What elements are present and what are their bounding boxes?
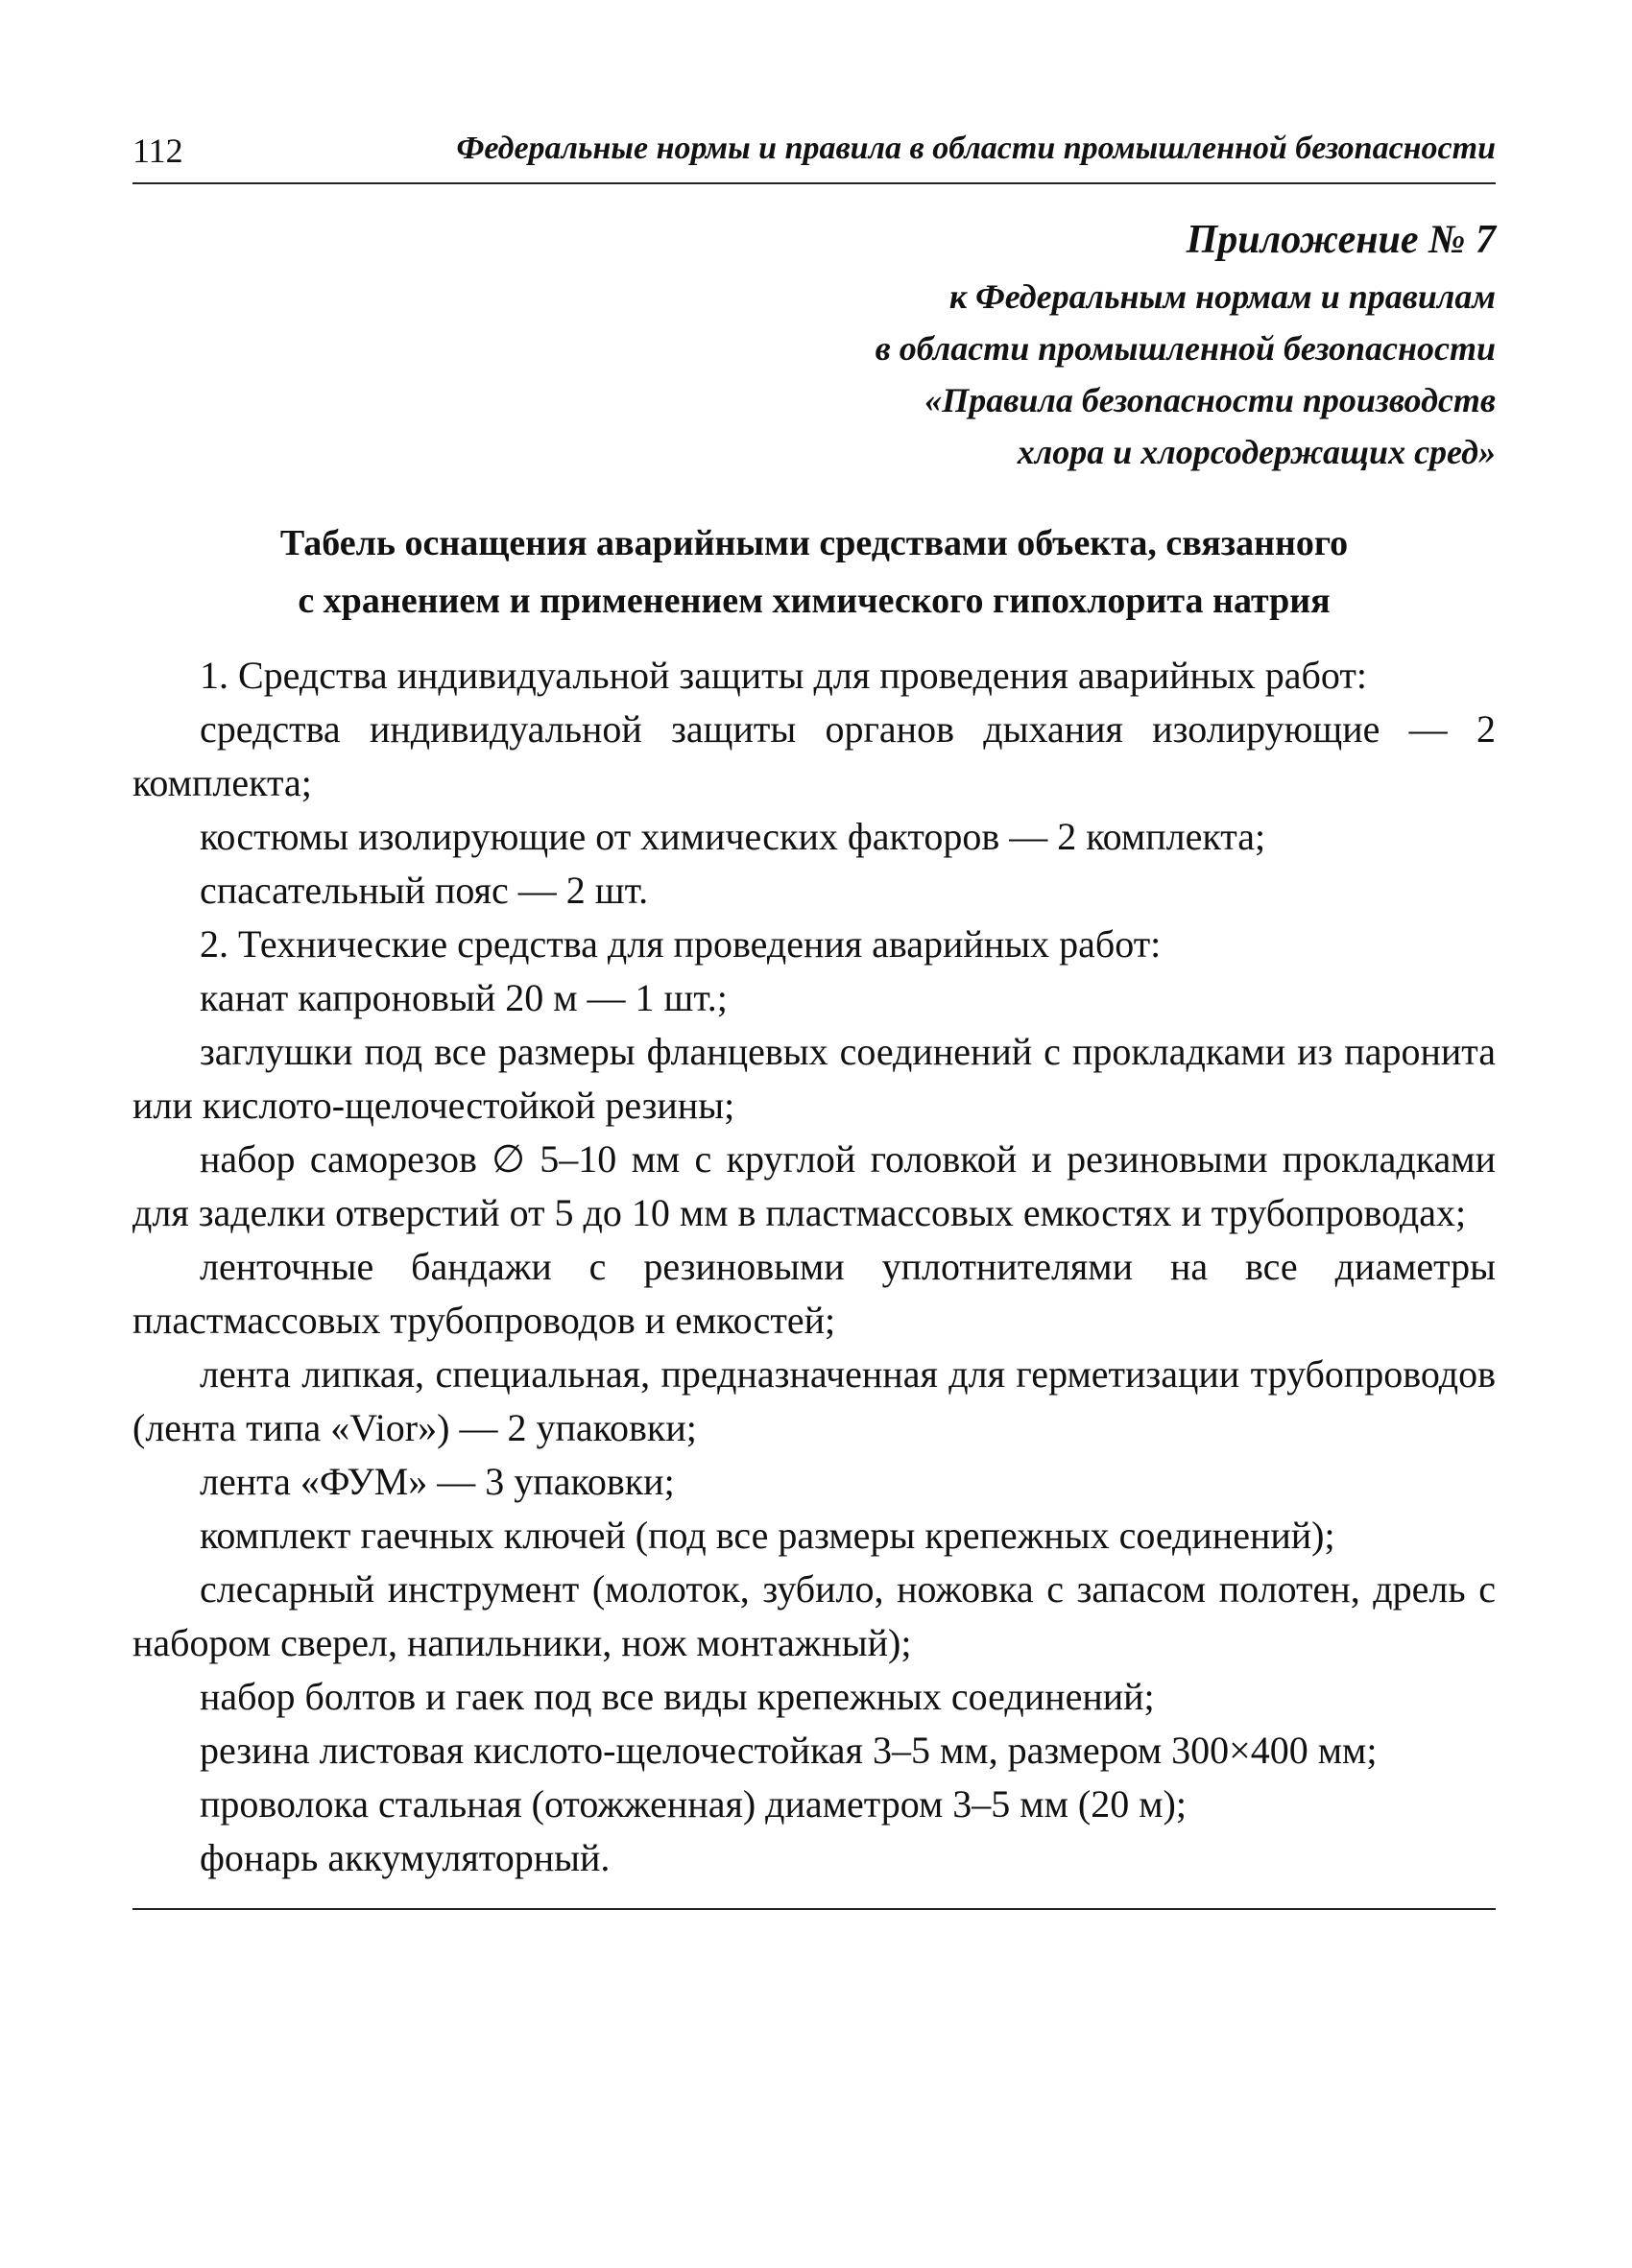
list-item: средства индивидуальной защиты органов дыхания изолирующие — 2 комплекта; bbox=[132, 707, 1496, 804]
appendix-title: Приложение № 7 bbox=[1186, 218, 1496, 262]
list-item: заглушки под все размеры фланцевых соединений с прокладками из паронита или кислото-щелочестойкой резины; bbox=[132, 1030, 1496, 1127]
list-item: слесарный инструмент (молоток, зубило, ножовка с запасом полотен, дрель с набором сверел, напильники, нож монтажный); bbox=[132, 1567, 1496, 1664]
running-title: Федеральные нормы и правила в области промышленной безопасности bbox=[456, 131, 1496, 166]
appendix-line: хлора и хлорсодержащих сред» bbox=[1017, 433, 1496, 471]
list-item: канат капроновый 20 м — 1 шт.; bbox=[200, 976, 728, 1019]
appendix-line: «Правила безопасности производств bbox=[924, 381, 1496, 419]
document-title bbox=[132, 514, 1496, 630]
section-heading-technical: 2. Технические средства для проведения аварийных работ: bbox=[200, 922, 1162, 966]
list-item: ленточные бандажи с резиновыми уплотнителями на все диаметры пластмассовых трубопроводов и емкостей; bbox=[132, 1245, 1496, 1342]
appendix-line: в области промышленной безопасности bbox=[875, 329, 1496, 368]
list-item: резина листовая кислото-щелочестойкая 3–5 мм, размером 300×400 мм; bbox=[200, 1729, 1378, 1772]
document-title-line: с хранением и применением химического гипохлорита натрия bbox=[298, 581, 1331, 621]
list-item: спасательный пояс — 2 шт. bbox=[200, 869, 649, 912]
list-item: проволока стальная (отожженная) диаметром 3–5 мм (20 м); bbox=[200, 1782, 1187, 1826]
list-item: фонарь аккумуляторный. bbox=[200, 1836, 611, 1879]
document-page bbox=[132, 125, 1496, 1910]
list-item: лента «ФУМ» — 3 упаковки; bbox=[200, 1460, 675, 1503]
list-item: лента липкая, специальная, предназначенная для герметизации трубопроводов (лента типа «Vior») — 2 упаковки; bbox=[132, 1352, 1496, 1449]
section-heading-ppe: 1. Средства индивидуальной защиты для проведения аварийных работ: bbox=[200, 654, 1367, 697]
bottom-divider bbox=[132, 1908, 1496, 1910]
running-header bbox=[132, 125, 1496, 184]
list-item: набор саморезов ∅ 5–10 мм с круглой головкой и резиновыми прокладками для заделки отверстий от 5 до 10 мм в пластмассовых емкостях и трубопроводах; bbox=[132, 1137, 1496, 1234]
list-item: комплект гаечных ключей (под все размеры крепежных соединений); bbox=[200, 1514, 1335, 1557]
appendix-line: к Федеральным нормам и правилам bbox=[948, 277, 1496, 316]
document-body bbox=[132, 649, 1496, 1885]
document-title-line: Табель оснащения аварийными средствами объекта, связанного bbox=[279, 523, 1349, 563]
appendix-block bbox=[132, 209, 1496, 478]
list-item: костюмы изолирующие от химических факторов — 2 комплекта; bbox=[200, 815, 1266, 858]
list-item: набор болтов и гаек под все виды крепежных соединений; bbox=[200, 1675, 1155, 1718]
page-number: 112 bbox=[132, 131, 183, 170]
